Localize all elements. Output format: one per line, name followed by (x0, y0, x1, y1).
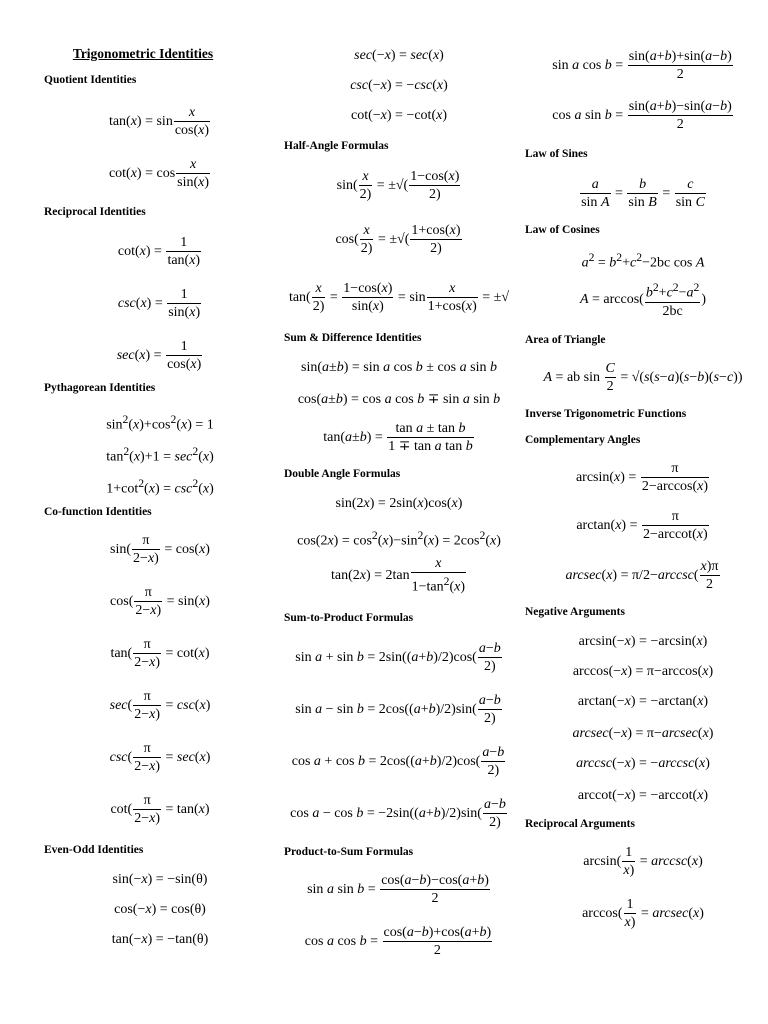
formula: $a^2 = b^2+c^2-2bc$ cos A (581, 251, 705, 271)
section-heading: Quotient Identities (44, 74, 137, 86)
section-heading: Product-to-Sum Formulas (284, 846, 414, 858)
formula: arccos( $\frac{1}{x)}$ = arcsec(x) (582, 897, 704, 931)
formula: arccos(−x) = π−arccos(x) (572, 664, 714, 679)
formula: arcsin( $\frac{1}{x)}$ = arccsc(x) (583, 845, 703, 879)
document-title: Trigonometric Identities (72, 46, 214, 61)
formula: sin( $\frac{\pi}{2-x)}$ = cos(x) (110, 533, 210, 567)
formula: sin a − sin b = 2cos((a+b)/2)sin( $\frac{a-b}{2)}$ (295, 693, 501, 727)
formula: $1+\cot^2(x) = \csc^2(x)$ (106, 477, 214, 497)
formula: tan( $\frac{x}{2)}$ = $\frac{1-\cos(x)}{\sin(x)}$ = sin $\frac{x}{1+\cos(x)}$ = ±√ (288, 281, 510, 315)
section-heading: Reciprocal Arguments (525, 818, 635, 830)
formula: arcsin(−x) = −arcsin(x) (578, 634, 708, 649)
formula: tan( $\frac{\pi}{2-x)}$ = cot(x) (110, 637, 210, 671)
formula: cot( $\frac{\pi}{2-x)}$ = tan(x) (110, 793, 210, 827)
formula: sin(−x) = −sin(θ) (112, 872, 208, 887)
formula: cos(a±b) = cos a cos b ∓ sin a sin b (297, 392, 501, 407)
section-heading: Area of Triangle (525, 334, 606, 346)
section-heading: Inverse Trigonometric Functions (525, 408, 687, 420)
formula: tan(2x) = 2tan $\frac{x}{1-\tan^2(x)}$ (330, 556, 466, 596)
section-heading: Sum-to-Product Formulas (284, 612, 414, 624)
formula: sin a + sin b = 2sin((a+b)/2)cos( $\frac{a-b}{2)}$ (295, 641, 501, 675)
formula: cot(x) = cos $\frac{x}{\sin(x)}$ (108, 157, 210, 191)
formula: sec(x) = $\frac{1}{\cos(x)}$ (116, 339, 202, 373)
formula: $\frac{a}{\text{sin A}}$ = $\frac{b}{\text{sin B}}$ = $\frac{c}{\text{sin C}}$ (581, 177, 705, 211)
formula: csc(x) = $\frac{1}{\sin(x)}$ (117, 287, 201, 321)
formula: cos a cos b = $\frac{\cos(a-b)+\cos(a+b)}{2}$ (304, 925, 492, 959)
formula: $\cos(2x) = \cos^2(x)-\sin^2(x) = 2\cos^2(x)$ (297, 529, 501, 549)
formula: tan(a±b) = $\frac{\text{tan a ± tan b}}{\text{1 ∓ tan a tan b}}$ (323, 421, 473, 455)
formula: $\tan^2(x)+1 = \sec^2(x)$ (106, 445, 214, 465)
formula: sec(−x) = sec(x) (354, 48, 444, 63)
formula: $\sin^2(x)+\cos^2(x) = 1$ (106, 413, 214, 433)
section-heading: Law of Sines (525, 148, 588, 160)
formula: A = ab sin $\frac{C}{2}$ = √(s(s−a)(s−b)(s−c)) (543, 361, 743, 395)
formula: csc(−x) = −csc(x) (350, 78, 448, 93)
section-heading: Pythagorean Identities (44, 382, 156, 394)
formula: tan(−x) = −tan(θ) (111, 932, 209, 947)
formula: cos(−x) = cos(θ) (114, 902, 206, 917)
formula: A = arccos( $\frac{b^2+c^2-a^2}{2bc}$ ) (579, 281, 707, 320)
formula: cos( $\frac{\pi}{2-x)}$ = sin(x) (110, 585, 210, 619)
section-heading: Negative Arguments (525, 606, 625, 618)
section-heading: Complementary Angles (525, 434, 641, 446)
formula: cot(x) = $\frac{1}{\tan(x)}$ (117, 235, 201, 269)
formula: arcsec(−x) = π−arcsec(x) (572, 726, 714, 741)
formula: cos a + cos b = 2cos((a+b)/2)cos( $\frac{a-b}{2)}$ (291, 745, 505, 779)
section-heading: Law of Cosines (525, 224, 600, 236)
formula: tan(x) = sin $\frac{x}{\cos(x)}$ (108, 105, 210, 139)
formula: sin(a±b) = sin a cos b ± cos a sin b (301, 360, 497, 375)
formula: sec( $\frac{\pi}{2-x)}$ = csc(x) (109, 689, 211, 723)
formula: cos a sin b = $\frac{\sin(a+b)-\sin(a-b)}{2}$ (552, 99, 732, 133)
formula: arcsin(x) = $\frac{\pi}{2-\arccos(x)}$ (575, 461, 709, 495)
formula: csc( $\frac{\pi}{2-x)}$ = sec(x) (109, 741, 211, 775)
formula: arccsc(−x) = −arccsc(x) (576, 756, 710, 771)
section-heading: Co-function Identities (44, 506, 152, 518)
formula: arctan(−x) = −arctan(x) (577, 694, 709, 709)
section-heading: Even-Odd Identities (44, 844, 144, 856)
section-heading: Reciprocal Identities (44, 206, 146, 218)
section-heading: Half-Angle Formulas (284, 140, 389, 152)
formula: arcsec(x) = π/2−arccsc( $\frac{x)\pi}{2}$ (565, 559, 719, 593)
formula: sin a cos b = $\frac{\sin(a+b)+\sin(a-b)}{2}$ (552, 49, 732, 83)
formula: arccot(−x) = −arccot(x) (577, 788, 709, 803)
formula: cot(−x) = −cot(x) (351, 108, 447, 123)
section-heading: Double Angle Formulas (284, 468, 401, 480)
section-heading: Sum & Difference Identities (284, 332, 422, 344)
formula: sin a sin b = $\frac{\cos(a-b)-\cos(a+b)}{2}$ (307, 873, 489, 907)
formula: cos( $\frac{x}{2)}$ = ±√( $\frac{1+\cos(x)}{2)}$ (335, 223, 461, 257)
formula: cos a − cos b = −2sin((a+b)/2)sin( $\frac{a-b}{2)}$ (290, 797, 506, 831)
formula: arctan(x) = $\frac{\pi}{\text{2−arccot(x)}}$ (576, 509, 708, 543)
formula: sin(2x) = 2sin(x)cos(x) (335, 496, 463, 511)
formula: sin( $\frac{x}{2)}$ = ±√( $\frac{1-\cos(x)}{2)}$ (336, 169, 460, 203)
